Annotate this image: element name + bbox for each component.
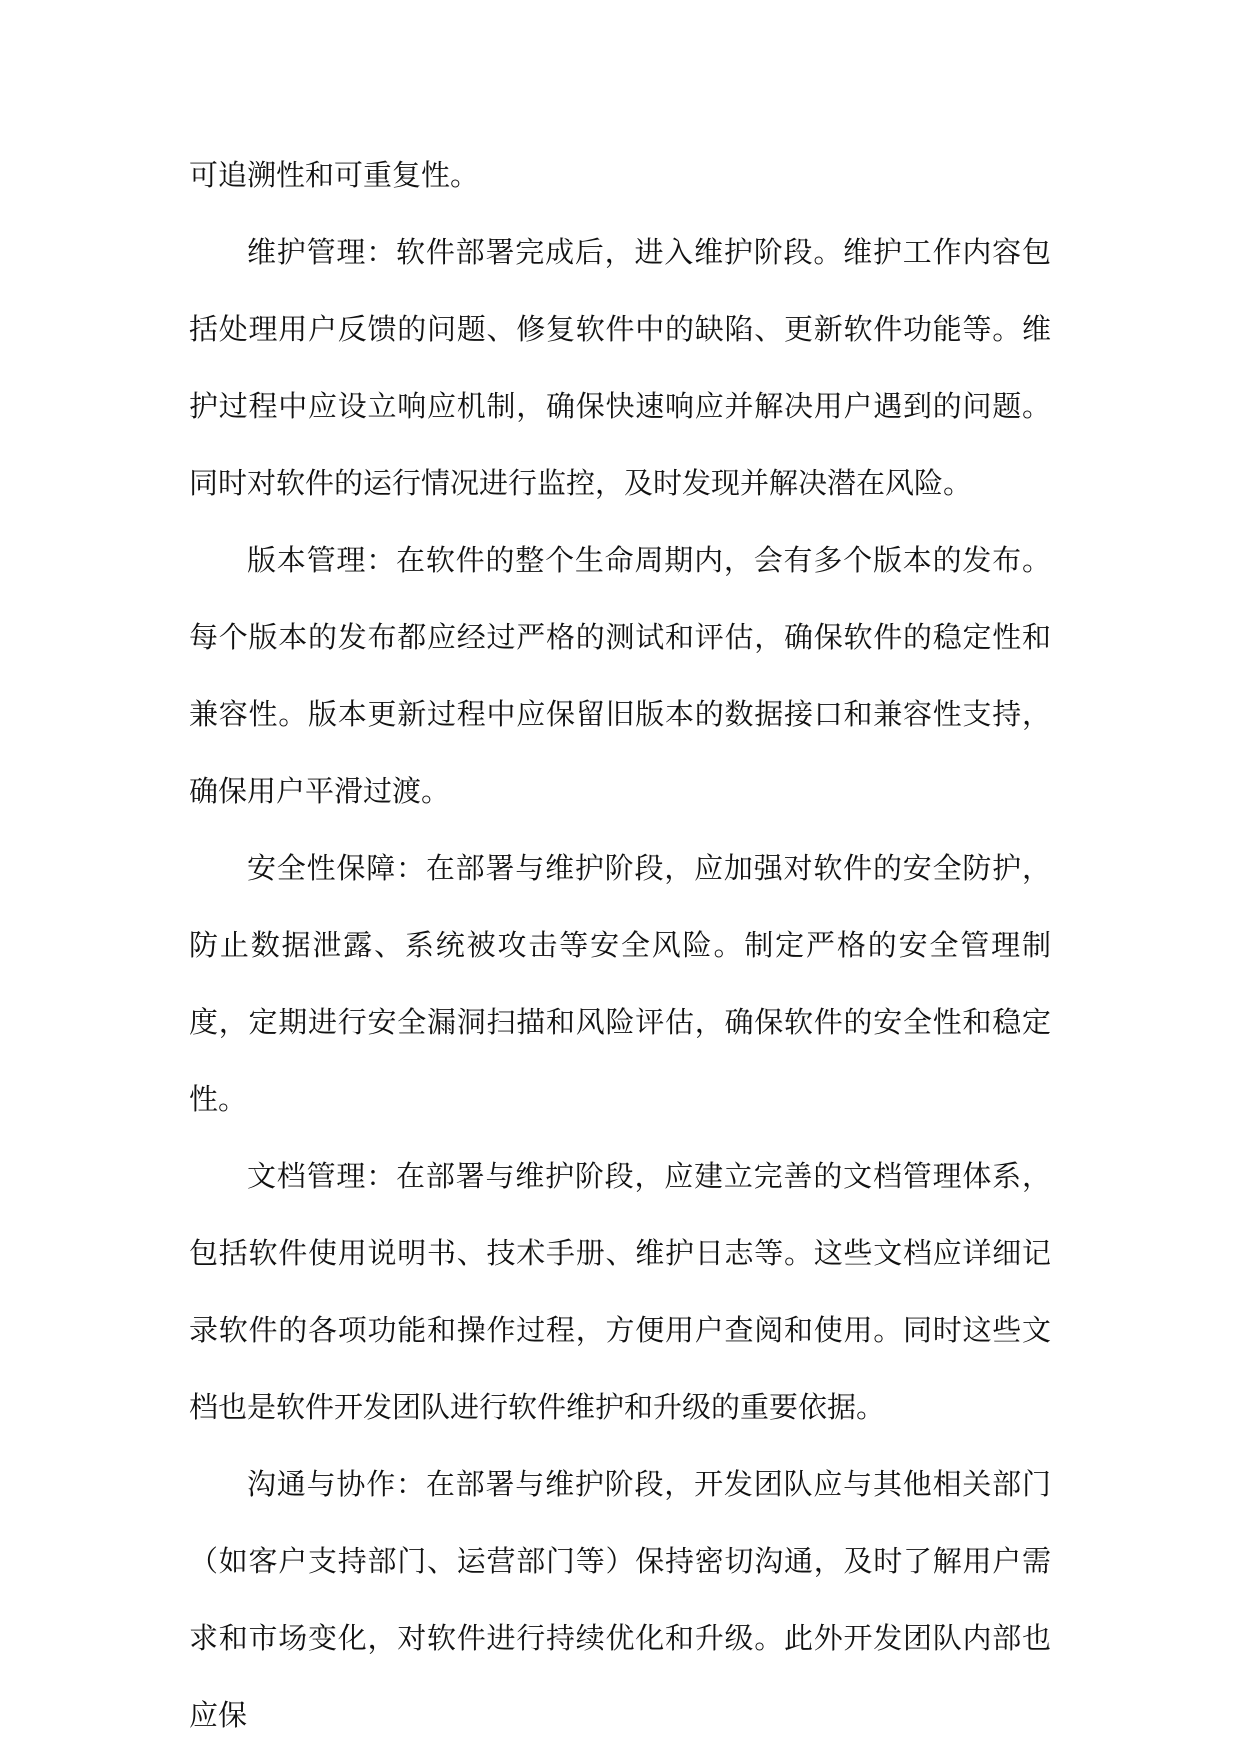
paragraph-document-management: 文档管理：在部署与维护阶段，应建立完善的文档管理体系，包括软件使用说明书、技术手册、维护日志等。这些文档应详细记录软件的各项功能和操作过程，方便用户查阅和使用。同时这些文档也是软件开发团队进行软件维护和升级的重要依据。 — [189, 1159, 1051, 1424]
paragraph-communication-collaboration: 沟通与协作：在部署与维护阶段，开发团队应与其他相关部门（如客户支持部门、运营部门等）保持密切沟通，及时了解用户需求和市场变化，对软件进行持续优化和升级。此外开发团队内部也应保 — [189, 1467, 1051, 1732]
paragraph-security-assurance: 安全性保障：在部署与维护阶段，应加强对软件的安全防护，防止数据泄露、系统被攻击等安全风险。制定严格的安全管理制度，定期进行安全漏洞扫描和风险评估，确保软件的安全性和稳定性。 — [189, 851, 1051, 1116]
paragraph-continuation: 可追溯性和可重复性。 — [189, 158, 480, 192]
paragraph-maintenance-management: 维护管理：软件部署完成后，进入维护阶段。维护工作内容包括处理用户反馈的问题、修复软件中的缺陷、更新软件功能等。维护过程中应设立响应机制，确保快速响应并解决用户遇到的问题。同时对软件的运行情况进行监控，及时发现并解决潜在风险。 — [189, 235, 1051, 500]
document-body — [189, 137, 1051, 1754]
paragraph-version-management: 版本管理：在软件的整个生命周期内，会有多个版本的发布。每个版本的发布都应经过严格的测试和评估，确保软件的稳定性和兼容性。版本更新过程中应保留旧版本的数据接口和兼容性支持，确保用户平滑过渡。 — [189, 543, 1051, 808]
